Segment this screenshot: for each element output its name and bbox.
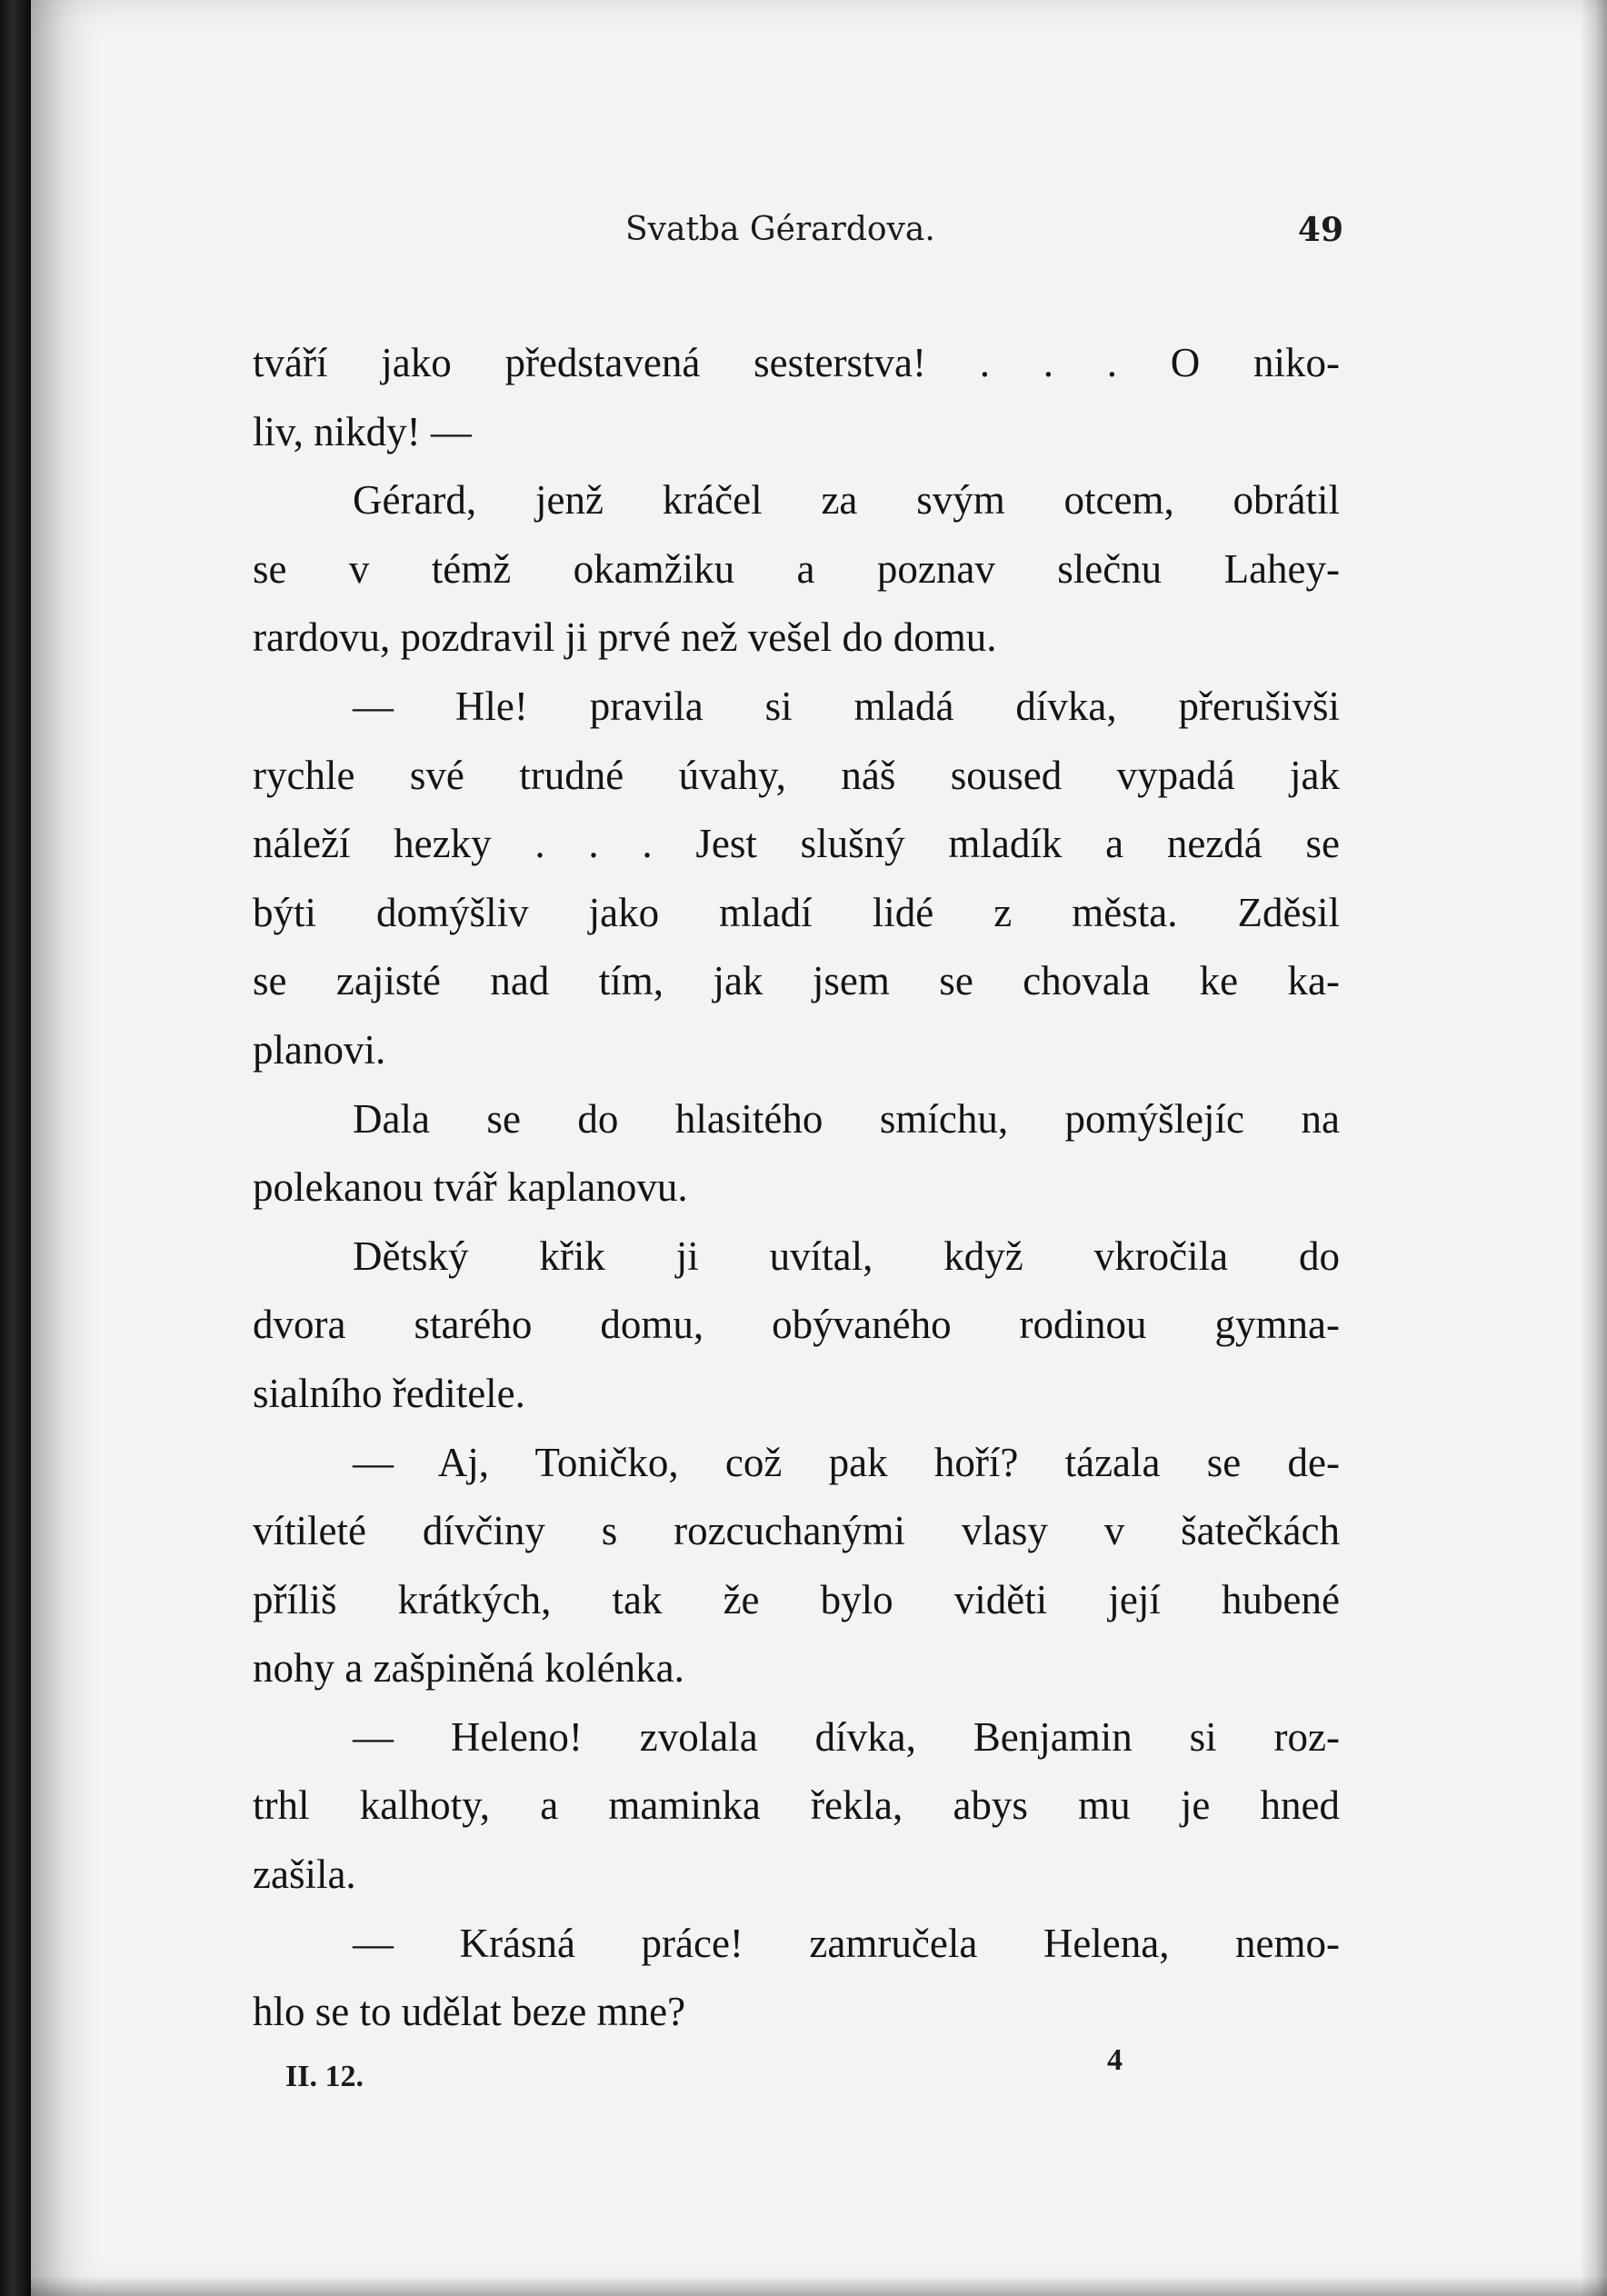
text-line: planovi. bbox=[253, 1026, 386, 1073]
text-line: — Krásná práce! zamručela Helena, nemo- bbox=[353, 1920, 1340, 1966]
page-number: 49 bbox=[1297, 211, 1343, 249]
gathering-number: 4 bbox=[1107, 2043, 1123, 2077]
binding-edge bbox=[0, 0, 31, 2296]
signature-mark: II. 12. bbox=[285, 2060, 364, 2093]
text-line: sialního ředitele. bbox=[253, 1370, 525, 1416]
running-head bbox=[255, 211, 1343, 256]
text-line: — Aj, Toničko, což pak hoří? tázala se de- bbox=[353, 1439, 1340, 1485]
text-line: Gérard, jenž kráčel za svým otcem, obrátil bbox=[353, 477, 1340, 524]
text-line: příliš krátkých, tak že bylo viděti její hubené bbox=[253, 1576, 1340, 1622]
text-line: Dala se do hlasitého smíchu, pomýšlejíc na bbox=[353, 1095, 1340, 1142]
page-edge-shadow bbox=[1580, 0, 1607, 2296]
text-line: polekanou tvář kaplanovu. bbox=[253, 1164, 688, 1211]
text-line: Dětský křik ji uvítal, když vkročila do bbox=[353, 1233, 1340, 1279]
text-line: se zajisté nad tím, jak jsem se chovala ke ka- bbox=[253, 958, 1340, 1004]
running-title: Svatba Gérardova. bbox=[625, 211, 935, 248]
text-line: hlo se to udělat beze mne? bbox=[253, 1989, 686, 2035]
text-line: nohy a zašpiněná kolénka. bbox=[253, 1645, 684, 1692]
text-line: dvora starého domu, obývaného rodinou gymna- bbox=[253, 1302, 1340, 1348]
text-line: — Heleno! zvolala dívka, Benjamin si roz- bbox=[353, 1713, 1340, 1760]
text-line: vítileté dívčiny s rozcuchanými vlasy v šatečkách bbox=[253, 1508, 1340, 1554]
body-text bbox=[253, 329, 1340, 2047]
text-line: se v témž okamžiku a poznav slečnu Lahey- bbox=[253, 545, 1340, 592]
text-line: liv, nikdy! — bbox=[253, 408, 472, 454]
text-line: rychle své trudné úvahy, náš soused vypadá jak bbox=[253, 752, 1340, 798]
page-bottom-shadow bbox=[31, 2276, 1607, 2296]
text-line: náleží hezky . . . Jest slušný mladík a nezdá se bbox=[253, 821, 1340, 867]
text-line: zašila. bbox=[253, 1852, 356, 1898]
text-line: rardovu, pozdravil ji prvé než vešel do domu. bbox=[253, 614, 997, 661]
text-line: — Hle! pravila si mladá dívka, přerušivši bbox=[353, 683, 1340, 729]
text-line: býti domýšliv jako mladí lidé z města. Zděsil bbox=[253, 889, 1340, 935]
text-line: trhl kalhoty, a maminka řekla, abys mu je hned bbox=[253, 1782, 1340, 1829]
text-line: tváří jako představená sesterstva! . . . O niko- bbox=[253, 340, 1340, 385]
